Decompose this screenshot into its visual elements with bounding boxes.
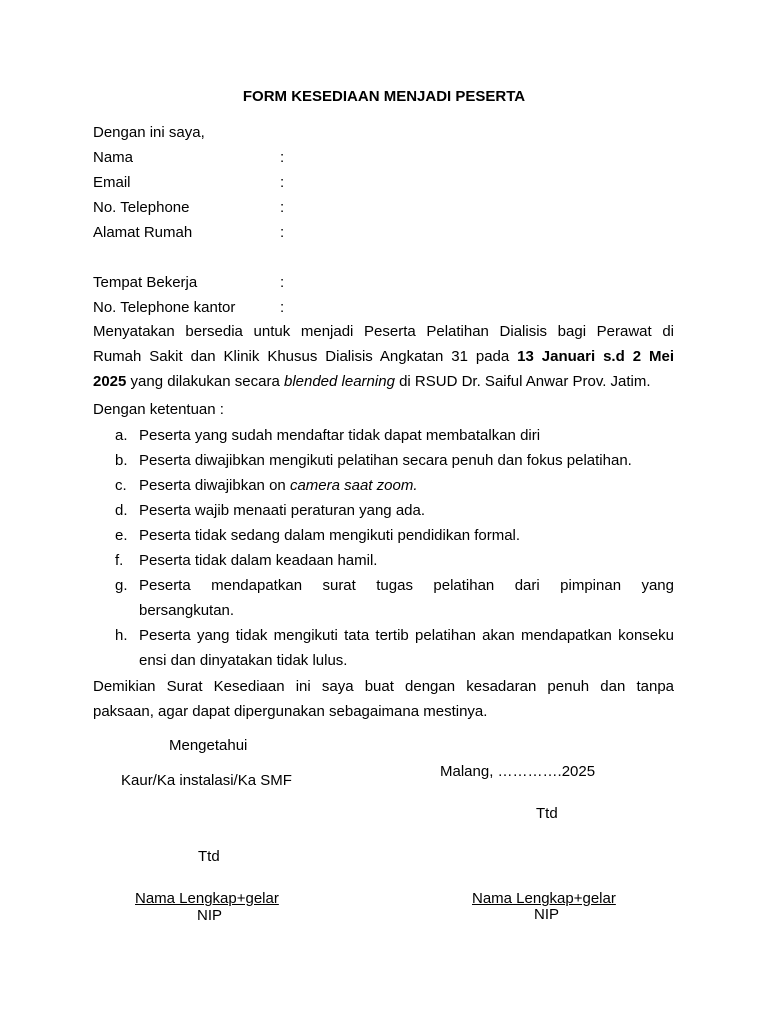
closing-line: paksaan, agar dapat dipergunakan sebagaimana mestinya.: [93, 703, 488, 720]
list-item-text: Peserta tidak dalam keadaan hamil.: [139, 552, 378, 569]
place-date: Malang, ………….2025: [440, 763, 596, 780]
statement-text: yang dilakukan secara: [126, 373, 284, 390]
field-separator: :: [280, 274, 285, 291]
list-marker: b.: [115, 452, 128, 469]
field-label: Email: [93, 174, 131, 191]
statement-italic: blended learning: [283, 373, 395, 390]
document-title: FORM KESEDIAAN MENJADI PESERTA: [242, 88, 526, 105]
statement-text: di RSUD Dr. Saiful Anwar Prov. Jatim.: [394, 373, 651, 390]
list-item: [93, 448, 674, 473]
list-item: [93, 623, 674, 673]
statement-paragraph: [93, 319, 674, 394]
list-marker: f.: [115, 552, 124, 569]
list-marker: e.: [115, 527, 128, 544]
field-separator: :: [280, 149, 285, 166]
closing-paragraph: [93, 674, 674, 724]
field-nama: [93, 148, 284, 168]
field-label: Tempat Bekerja: [93, 274, 198, 291]
left-signer-role: Kaur/Ka instalasi/Ka SMF: [121, 772, 292, 789]
field-label: Alamat Rumah: [93, 224, 193, 241]
statement-line: [93, 344, 674, 369]
list-item-text-part: Peserta diwajibkan on: [139, 477, 290, 494]
statement-year-bold: 2025: [93, 373, 127, 390]
list-item-line: Peserta yang tidak mengikuti tata tertib pelatihan akan mendapatkan konseku: [139, 627, 674, 644]
field-separator: :: [280, 174, 285, 191]
list-item: [93, 473, 674, 498]
right-signer-name: Nama Lengkap+gelar: [472, 890, 616, 907]
statement-text: Rumah Sakit dan Klinik Khusus Dialisis Angkatan 31 pada: [93, 348, 518, 365]
list-item-text: [139, 623, 674, 673]
list-marker: h.: [115, 627, 128, 644]
field-label: No. Telephone kantor: [93, 299, 236, 316]
list-item: [93, 423, 674, 448]
left-ttd: Ttd: [198, 848, 220, 865]
list-item-line: Peserta mendapatkan surat tugas pelatihan dari pimpinan yang: [139, 577, 674, 594]
field-telephone: [93, 198, 284, 218]
left-signer-name: Nama Lengkap+gelar: [135, 890, 279, 907]
statement-line: [93, 369, 674, 394]
statement-date-bold: 13 Januari s.d 2 Mei: [517, 348, 674, 365]
list-marker: g.: [115, 577, 128, 594]
field-email: [93, 173, 284, 193]
right-signer-nip: NIP: [534, 906, 560, 923]
list-item: [93, 523, 674, 548]
field-label: No. Telephone: [93, 199, 190, 216]
list-marker: d.: [115, 502, 128, 519]
list-item: [93, 498, 674, 523]
field-separator: :: [280, 224, 285, 241]
field-alamat-rumah: [93, 223, 284, 243]
mengetahui-label: Mengetahui: [169, 737, 248, 754]
left-signer-nip: NIP: [197, 907, 223, 924]
ketentuan-heading: Dengan ketentuan :: [93, 401, 224, 418]
list-item-text: Peserta diwajibkan mengikuti pelatihan secara penuh dan fokus pelatihan.: [139, 452, 632, 469]
list-item-line: ensi dan dinyatakan tidak lulus.: [139, 652, 348, 669]
right-ttd: Ttd: [536, 805, 558, 822]
field-separator: :: [280, 299, 285, 316]
ketentuan-list: [93, 423, 674, 673]
list-item-text: [139, 473, 674, 498]
list-marker: a.: [115, 427, 128, 444]
field-telephone-kantor: [93, 298, 284, 318]
closing-line: Demikian Surat Kesediaan ini saya buat dengan kesadaran penuh dan tanpa: [93, 678, 674, 695]
list-item-italic: camera saat zoom.: [289, 477, 418, 494]
list-item: [93, 573, 674, 623]
list-item-text: [139, 573, 674, 623]
field-separator: :: [280, 199, 285, 216]
statement-line: Menyatakan bersedia untuk menjadi Peserta Pelatihan Dialisis bagi Perawat di: [93, 323, 674, 340]
list-marker: c.: [115, 477, 127, 494]
list-item: [93, 548, 674, 573]
list-item-text: Peserta yang sudah mendaftar tidak dapat membatalkan diri: [139, 427, 541, 444]
list-item-text: Peserta wajib menaati peraturan yang ada.: [139, 502, 426, 519]
field-tempat-bekerja: [93, 273, 284, 293]
field-label: Nama: [93, 149, 134, 166]
list-item-line: bersangkutan.: [139, 602, 235, 619]
list-item-text: Peserta tidak sedang dalam mengikuti pendidikan formal.: [139, 527, 521, 544]
intro-text: Dengan ini saya,: [93, 124, 205, 141]
